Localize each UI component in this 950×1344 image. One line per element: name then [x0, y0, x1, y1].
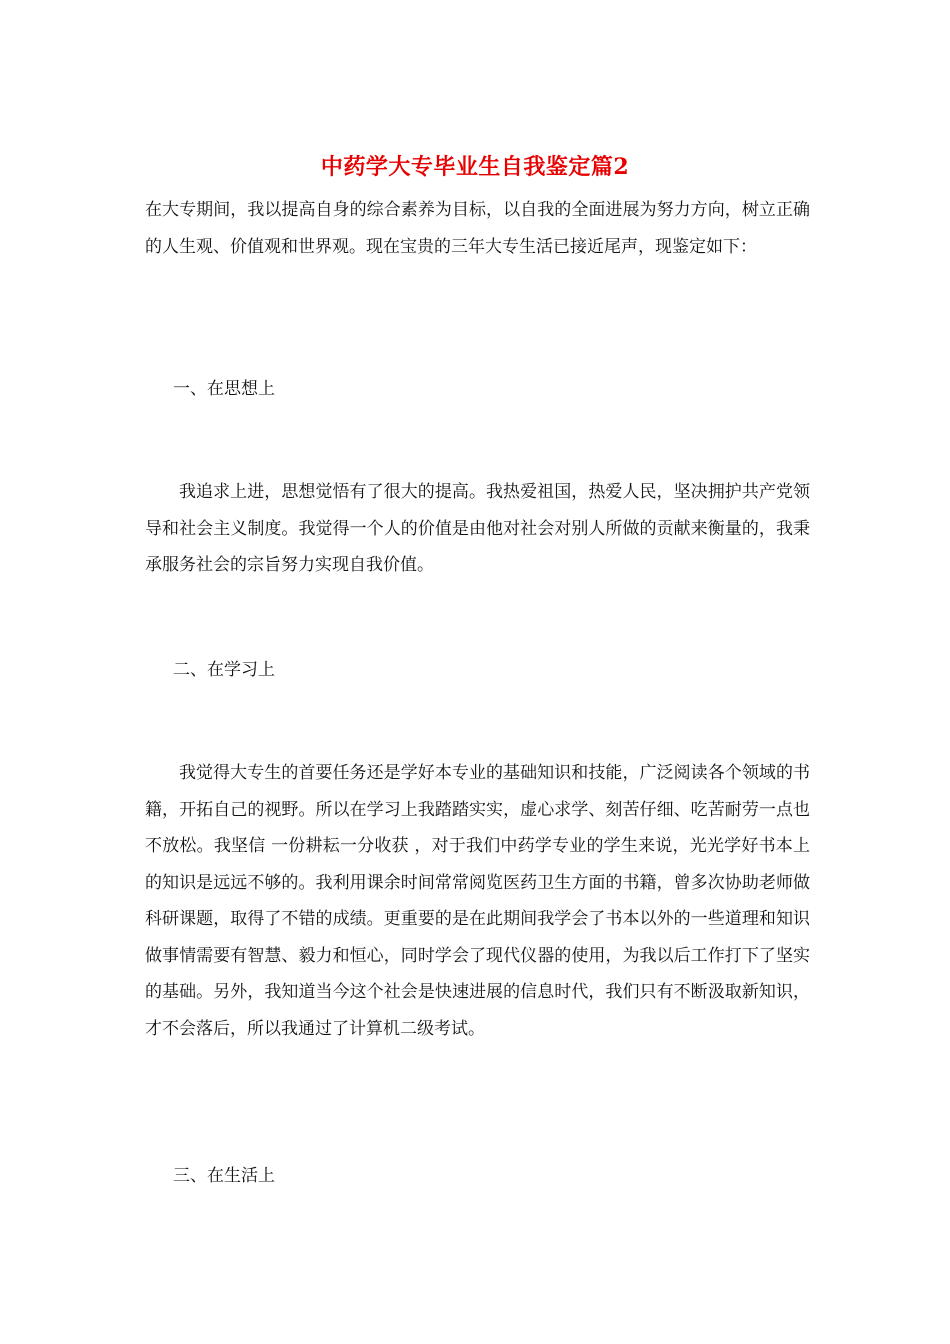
section-heading-life: 三、在生活上	[173, 1166, 275, 1186]
section-heading-study: 二、在学习上	[173, 660, 275, 680]
intro-paragraph: 在大专期间，我以提高自身的综合素养为目标，以自我的全面进展为努力方向，树立正确的人生观、价值观和世界观。现在宝贵的三年大专生活已接近尾声，现鉴定如下：	[145, 200, 810, 257]
section-heading-thought: 一、在思想上	[173, 379, 275, 399]
section-body-thought: 我追求上进，思想觉悟有了很大的提高。我热爱祖国，热爱人民，坚决拥护共产党领导和社会主义制度。我觉得一个人的价值是由他对社会对别人所做的贡献来衡量的，我秉承服务社会的宗旨努力实现自我价值。	[145, 482, 810, 575]
page-title: 中药学大专毕业生自我鉴定篇2	[320, 154, 630, 180]
section-body-study: 我觉得大专生的首要任务还是学好本专业的基础知识和技能，广泛阅读各个领域的书籍，开拓自己的视野。所以在学习上我踏踏实实，虚心求学、刻苦仔细、吃苦耐劳一点也不放松。我坚信 一份耕耘一分收获 ，对于我们中药学专业的学生来说，光光学好书本上的知识是远远不够的。我利用课余时间常常阅览医药卫生方面的书籍，曾多次协助老师做科研课题，取得了不错的成绩。更重要的是在此期间我学会了书本以外的一些道理和知识 做事情需要有智慧、毅力和恒心，同时学会了现代仪器的使用，为我以后工作打下了坚实的基础。另外，我知道当今这个社会是快速进展的信息时代，我们只有不断汲取新知识，才不会落后，所以我通过了计算机二级考试。	[145, 763, 810, 1039]
